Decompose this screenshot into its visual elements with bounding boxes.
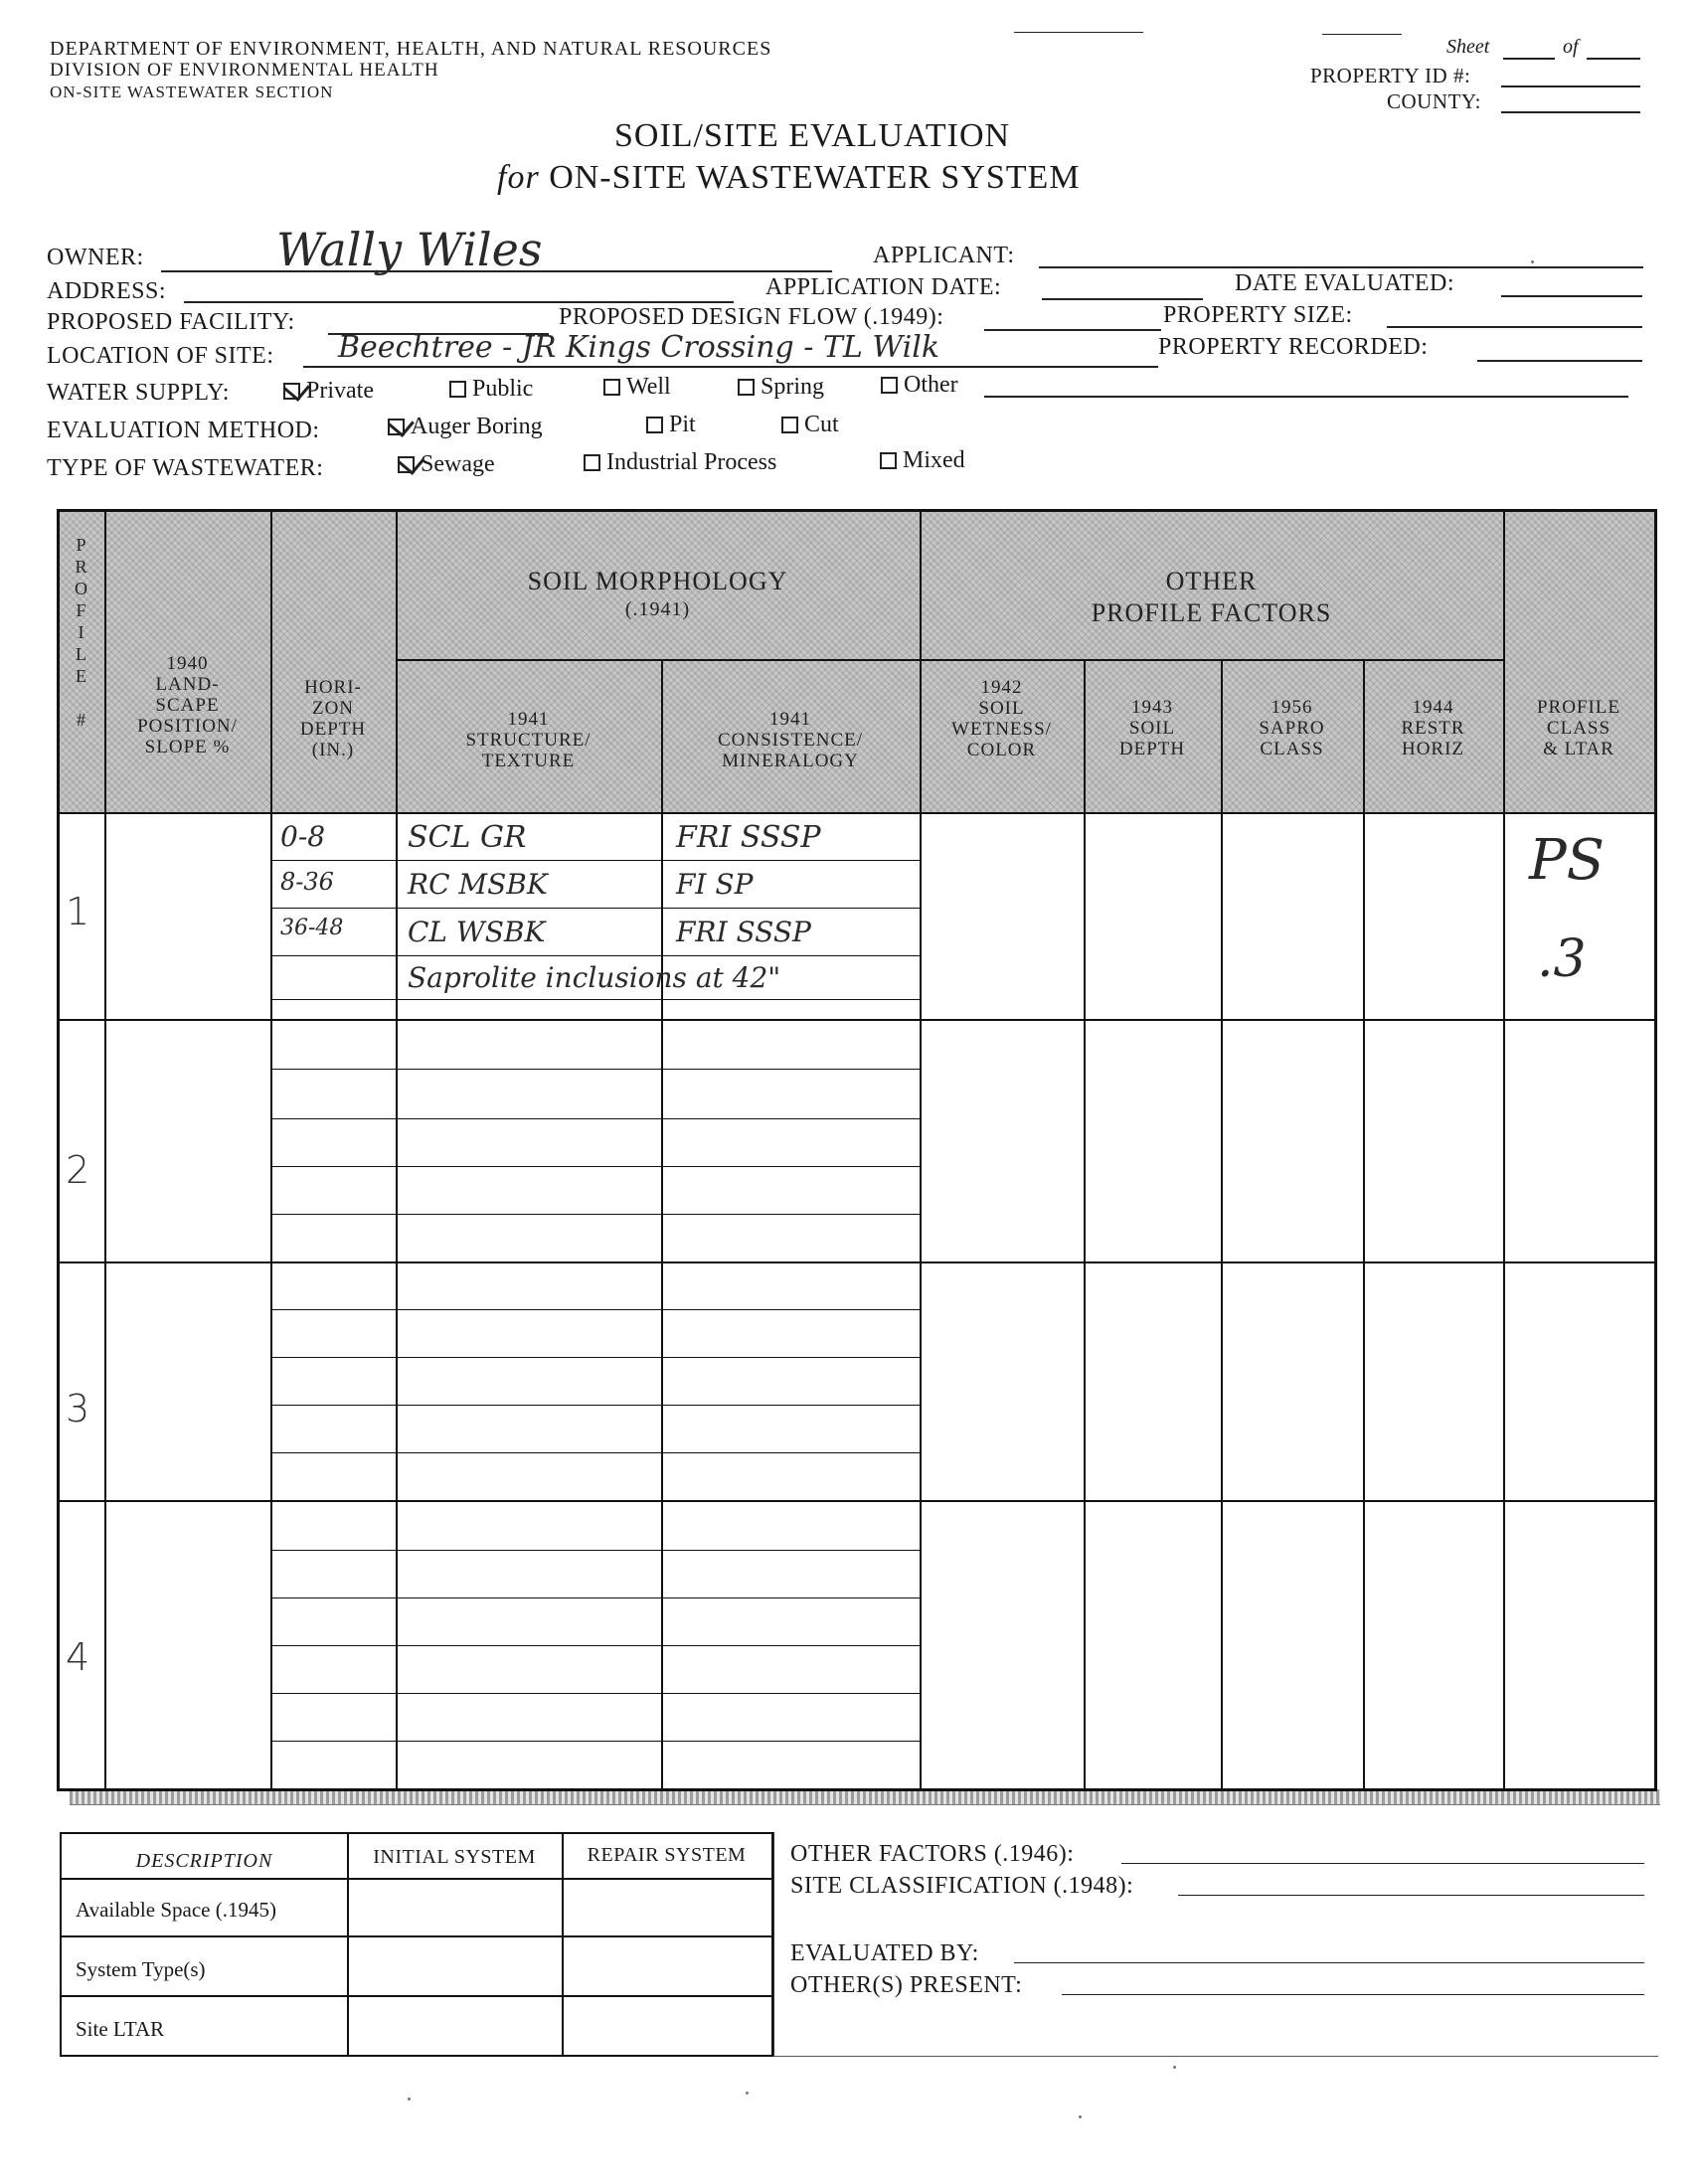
others-present-field[interactable] bbox=[1062, 1994, 1644, 1995]
p1-depth-2: 8-36 bbox=[280, 868, 334, 896]
date-evaluated-label: DATE EVALUATED: bbox=[1235, 270, 1455, 296]
owner-value: Wally Wiles bbox=[276, 223, 543, 276]
water-supply-spring[interactable]: Spring bbox=[738, 374, 824, 401]
p1-structure-1: SCL GR bbox=[408, 820, 527, 855]
owner-label: OWNER: bbox=[47, 245, 144, 270]
header-landscape: 1940 LAND- SCAPE POSITION/ SLOPE % bbox=[137, 653, 238, 757]
checkbox-icon[interactable] bbox=[738, 379, 755, 396]
applicant-field[interactable] bbox=[1039, 266, 1643, 268]
checkbox-icon[interactable] bbox=[388, 419, 405, 435]
date-evaluated-field[interactable] bbox=[1501, 295, 1642, 297]
p1-consistence-3: FRI SSSP bbox=[676, 916, 811, 948]
other-factors-label: OTHER FACTORS (.1946): bbox=[790, 1841, 1075, 1867]
property-id-label: PROPERTY ID #: bbox=[1310, 64, 1471, 87]
p1-consistence-1: FRI SSSP bbox=[676, 820, 821, 855]
p1-profile-class: PS bbox=[1529, 828, 1606, 893]
division-name: DIVISION OF ENVIRONMENTAL HEALTH bbox=[50, 60, 439, 81]
evaluated-by-field[interactable] bbox=[1014, 1962, 1644, 1963]
wastewater-industrial[interactable]: Industrial Process bbox=[584, 449, 776, 476]
water-supply-label: WATER SUPPLY: bbox=[47, 380, 230, 406]
header-sapro-class: 1956 SAPRO CLASS bbox=[1259, 697, 1325, 759]
section-name: ON-SITE WASTEWATER SECTION bbox=[50, 83, 334, 101]
p1-structure-2: RC MSBK bbox=[408, 868, 548, 901]
profile-number-4: 4 bbox=[66, 1635, 90, 1679]
wastewater-type-label: TYPE OF WASTEWATER: bbox=[47, 455, 324, 481]
of-label: of bbox=[1563, 36, 1579, 58]
evaluated-by-label: EVALUATED BY: bbox=[790, 1940, 979, 1966]
row-available-space: Available Space (.1945) bbox=[76, 1898, 276, 1922]
property-id-field[interactable] bbox=[1501, 85, 1640, 87]
system-summary-table bbox=[60, 1832, 773, 2057]
profile-number-1: 1 bbox=[66, 890, 90, 933]
header-profile: P R O F I L E # bbox=[75, 535, 88, 730]
checkbox-icon[interactable] bbox=[646, 417, 663, 433]
other-factors-field[interactable] bbox=[1121, 1863, 1644, 1864]
header-consistence-mineralogy: 1941 CONSISTENCE/ MINERALOGY bbox=[717, 709, 864, 771]
checkbox-icon[interactable] bbox=[781, 417, 798, 433]
sheet-total-field[interactable] bbox=[1587, 58, 1640, 60]
county-label: COUNTY: bbox=[1387, 89, 1481, 113]
header-horizon-depth: HORI- ZON DEPTH (IN.) bbox=[299, 677, 367, 760]
evaluation-method-label: EVALUATION METHOD: bbox=[47, 418, 320, 443]
header-structure-texture: 1941 STRUCTURE/ TEXTURE bbox=[465, 709, 592, 771]
p1-note: Saprolite inclusions at 42" bbox=[408, 961, 781, 994]
design-flow-label: PROPOSED DESIGN FLOW (.1949): bbox=[559, 304, 944, 330]
p1-consistence-2: FI SP bbox=[676, 868, 754, 901]
p1-ltar: .3 bbox=[1537, 929, 1587, 989]
col-repair-system: REPAIR SYSTEM bbox=[587, 1844, 747, 1866]
county-field[interactable] bbox=[1501, 111, 1640, 113]
form-subtitle: for ON-SITE WASTEWATER SYSTEM bbox=[497, 159, 1081, 196]
p1-structure-3: CL WSBK bbox=[408, 916, 546, 948]
evaluation-cut[interactable]: Cut bbox=[781, 412, 839, 438]
water-supply-public[interactable]: Public bbox=[449, 376, 533, 403]
location-label: LOCATION OF SITE: bbox=[47, 343, 274, 369]
proposed-facility-label: PROPOSED FACILITY: bbox=[47, 309, 295, 335]
water-supply-other[interactable]: Other bbox=[881, 372, 958, 399]
col-description: DESCRIPTION bbox=[135, 1850, 273, 1872]
header-restr-horiz: 1944 RESTR HORIZ bbox=[1401, 697, 1465, 759]
header-other-profile-factors: OTHER PROFILE FACTORS bbox=[1091, 567, 1332, 627]
p1-depth-1: 0-8 bbox=[280, 820, 326, 853]
property-recorded-label: PROPERTY RECORDED: bbox=[1158, 334, 1429, 360]
property-size-label: PROPERTY SIZE: bbox=[1163, 302, 1353, 328]
header-soil-depth: 1943 SOIL DEPTH bbox=[1118, 697, 1186, 759]
checkbox-icon[interactable] bbox=[881, 377, 898, 394]
location-value: Beechtree - JR Kings Crossing - TL Wilk bbox=[338, 330, 940, 365]
water-supply-well[interactable]: Well bbox=[603, 374, 671, 401]
others-present-label: OTHER(S) PRESENT: bbox=[790, 1972, 1023, 1998]
header-soil-morphology: SOIL MORPHOLOGY (.1941) bbox=[527, 567, 788, 620]
form-title: SOIL/SITE EVALUATION bbox=[614, 117, 1011, 154]
application-date-field[interactable] bbox=[1042, 298, 1203, 300]
checkbox-icon[interactable] bbox=[449, 381, 466, 398]
department-name: DEPARTMENT OF ENVIRONMENT, HEALTH, AND NATURAL RESOURCES bbox=[50, 38, 772, 60]
soil-profile-table bbox=[57, 509, 1657, 1791]
header-soil-wetness: 1942 SOIL WETNESS/ COLOR bbox=[951, 677, 1052, 760]
application-date-label: APPLICATION DATE: bbox=[765, 274, 1002, 300]
property-recorded-field[interactable] bbox=[1477, 360, 1642, 362]
evaluation-auger-boring[interactable]: Auger Boring bbox=[388, 414, 543, 440]
location-field[interactable] bbox=[303, 366, 1158, 368]
row-site-ltar: Site LTAR bbox=[76, 2017, 165, 2041]
property-size-field[interactable] bbox=[1387, 326, 1642, 328]
water-supply-private[interactable]: Private bbox=[283, 378, 374, 405]
col-initial-system: INITIAL SYSTEM bbox=[373, 1846, 536, 1868]
applicant-label: APPLICANT: bbox=[873, 243, 1015, 268]
checkbox-icon[interactable] bbox=[398, 456, 415, 473]
wastewater-sewage[interactable]: Sewage bbox=[398, 451, 495, 478]
checkbox-icon[interactable] bbox=[603, 379, 620, 396]
address-label: ADDRESS: bbox=[47, 278, 167, 304]
header-profile-class: PROFILE CLASS & LTAR bbox=[1536, 697, 1621, 759]
p1-depth-3: 36-48 bbox=[280, 916, 344, 940]
sheet-number-field[interactable] bbox=[1503, 58, 1555, 60]
site-classification-field[interactable] bbox=[1178, 1895, 1644, 1896]
profile-number-3: 3 bbox=[66, 1387, 90, 1430]
design-flow-field[interactable] bbox=[984, 329, 1161, 331]
checkbox-icon[interactable] bbox=[584, 454, 600, 471]
water-supply-other-field[interactable] bbox=[984, 396, 1628, 398]
wastewater-mixed[interactable]: Mixed bbox=[880, 447, 965, 474]
checkbox-icon[interactable] bbox=[880, 452, 897, 469]
evaluation-pit[interactable]: Pit bbox=[646, 412, 696, 438]
sheet-label: Sheet bbox=[1446, 36, 1490, 58]
profile-number-2: 2 bbox=[66, 1148, 90, 1192]
site-classification-label: SITE CLASSIFICATION (.1948): bbox=[790, 1873, 1134, 1899]
checkbox-icon[interactable] bbox=[283, 383, 300, 400]
row-system-type: System Type(s) bbox=[76, 1957, 206, 1981]
address-field[interactable] bbox=[184, 301, 734, 303]
